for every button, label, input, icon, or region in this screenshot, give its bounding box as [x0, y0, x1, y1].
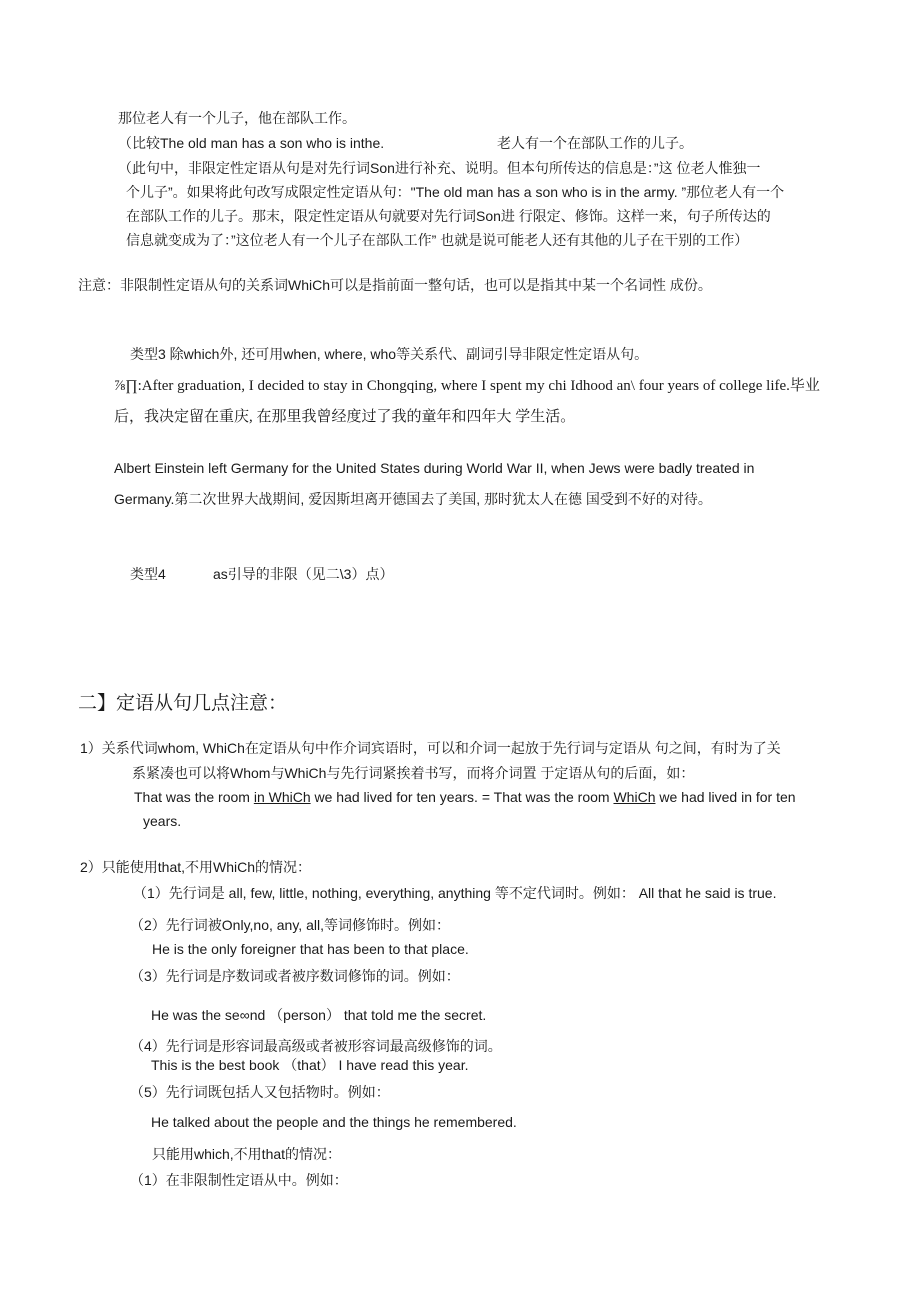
- intro-line-2a: （比较The old man has a son who is inthe.: [118, 135, 385, 151]
- p1-line-1: 1）关系代词whom, WhiCh在定语从句中作介词宾语时，可以和介词一起放于先行词与定语从 句之间，有时为了关: [80, 740, 781, 756]
- p2-case-4: （4）先行词是形容词最高级或者被形容词最高级修饰的词。: [130, 1038, 502, 1054]
- intro-line-3: （此句中，非限定性定语从句是对先行词Son进行补充、说明。但本句所传达的信息是：”这 位老人惟独一: [118, 160, 761, 176]
- p2-case-2-example: He is the only foreigner that has been to that place.: [152, 941, 469, 957]
- type4-text: as引导的非限（见二\3）点）: [213, 566, 394, 582]
- intro-line-2b: 老人有一个在部队工作的儿子。: [497, 135, 693, 151]
- intro-line-6: 信息就变成为了：”这位老人有一个儿子在部队工作” 也就是说可能老人还有其他的儿子在干别的工作）: [126, 232, 749, 248]
- p1-example-end: years.: [143, 813, 182, 829]
- p2-case-5: （5）先行词既包括人又包括物时。例如：: [130, 1084, 390, 1100]
- p3-title: 只能用which,不用that的情况：: [152, 1146, 342, 1162]
- p1-line-2: 系紧凑也可以将Whom与WhiCh与先行词紧挨着书写，而将介词置 于定语从句的后面，如：: [132, 765, 695, 781]
- p3-case-1: （1）在非限制性定语从中。例如：: [130, 1172, 348, 1188]
- p1-example: [134, 788, 796, 806]
- p1-example-part-c: we had lived in for ten: [655, 789, 796, 805]
- p1-example-underline-1: in WhiCh: [253, 789, 311, 805]
- p2-case-5-example: He talked about the people and the things he remembered.: [151, 1114, 517, 1130]
- type3-example-1a: ⅞∏:After graduation, I decided to stay in Chongqing, where I spent my chi Idhood an\ four years of college life.毕业: [114, 378, 820, 394]
- type3-example-1b: 后，我决定留在重庆, 在那里我曾经度过了我的童年和四年大 学生活。: [114, 409, 576, 425]
- p1-example-part-b: we had lived for ten years. = That was the room: [310, 789, 614, 805]
- p1-example-underline-2: WhiCh: [613, 789, 656, 805]
- p2-case-2: （2）先行词被Only,no, any, all,等词修饰时。例如：: [130, 917, 450, 933]
- p1-example-part-a: That was the room: [134, 789, 254, 805]
- intro-line-1: 那位老人有一个儿子，他在部队工作。: [118, 110, 356, 126]
- p2-case-4-example: This is the best book （that） I have read this year.: [151, 1057, 469, 1073]
- p2-case-1: （1）先行词是 all, few, little, nothing, everything, anything 等不定代词时。例如： All that he said is true.: [133, 885, 777, 901]
- section2-heading: 二】定语从句几点注意：: [78, 693, 288, 714]
- intro-line-4: 个儿子”。如果将此句改写成限定性定语从句："The old man has a son who is in the army. ”那位老人有一个: [126, 184, 785, 200]
- type3-example-2a: Albert Einstein left Germany for the United States during World War II, when Jews were badly treated in: [114, 460, 755, 476]
- p2-case-3-example: He was the se∞nd （person） that told me the secret.: [151, 1007, 487, 1023]
- type3-title: 类型3 除which外, 还可用when, where, who等关系代、副词引导非限定性定语从句。: [130, 346, 649, 362]
- type4-label: 类型4: [130, 566, 166, 582]
- p2-title: 2）只能使用that,不用WhiCh的情况：: [80, 859, 312, 875]
- note-paragraph: 注意：非限制性定语从句的关系词WhiCh可以是指前面一整句话，也可以是指其中某一个名词性 成份。: [78, 277, 712, 293]
- intro-line-5: 在部队工作的儿子。那末，限定性定语从句就要对先行词Son进 行限定、修饰。这样一来，句子所传达的: [126, 208, 771, 224]
- type3-example-2b: Germany.第二次世界大战期间, 爱因斯坦离开德国去了美国, 那时犹太人在德 国受到不好的对待。: [114, 491, 712, 507]
- p2-case-3: （3）先行词是序数词或者被序数词修饰的词。例如：: [130, 968, 460, 984]
